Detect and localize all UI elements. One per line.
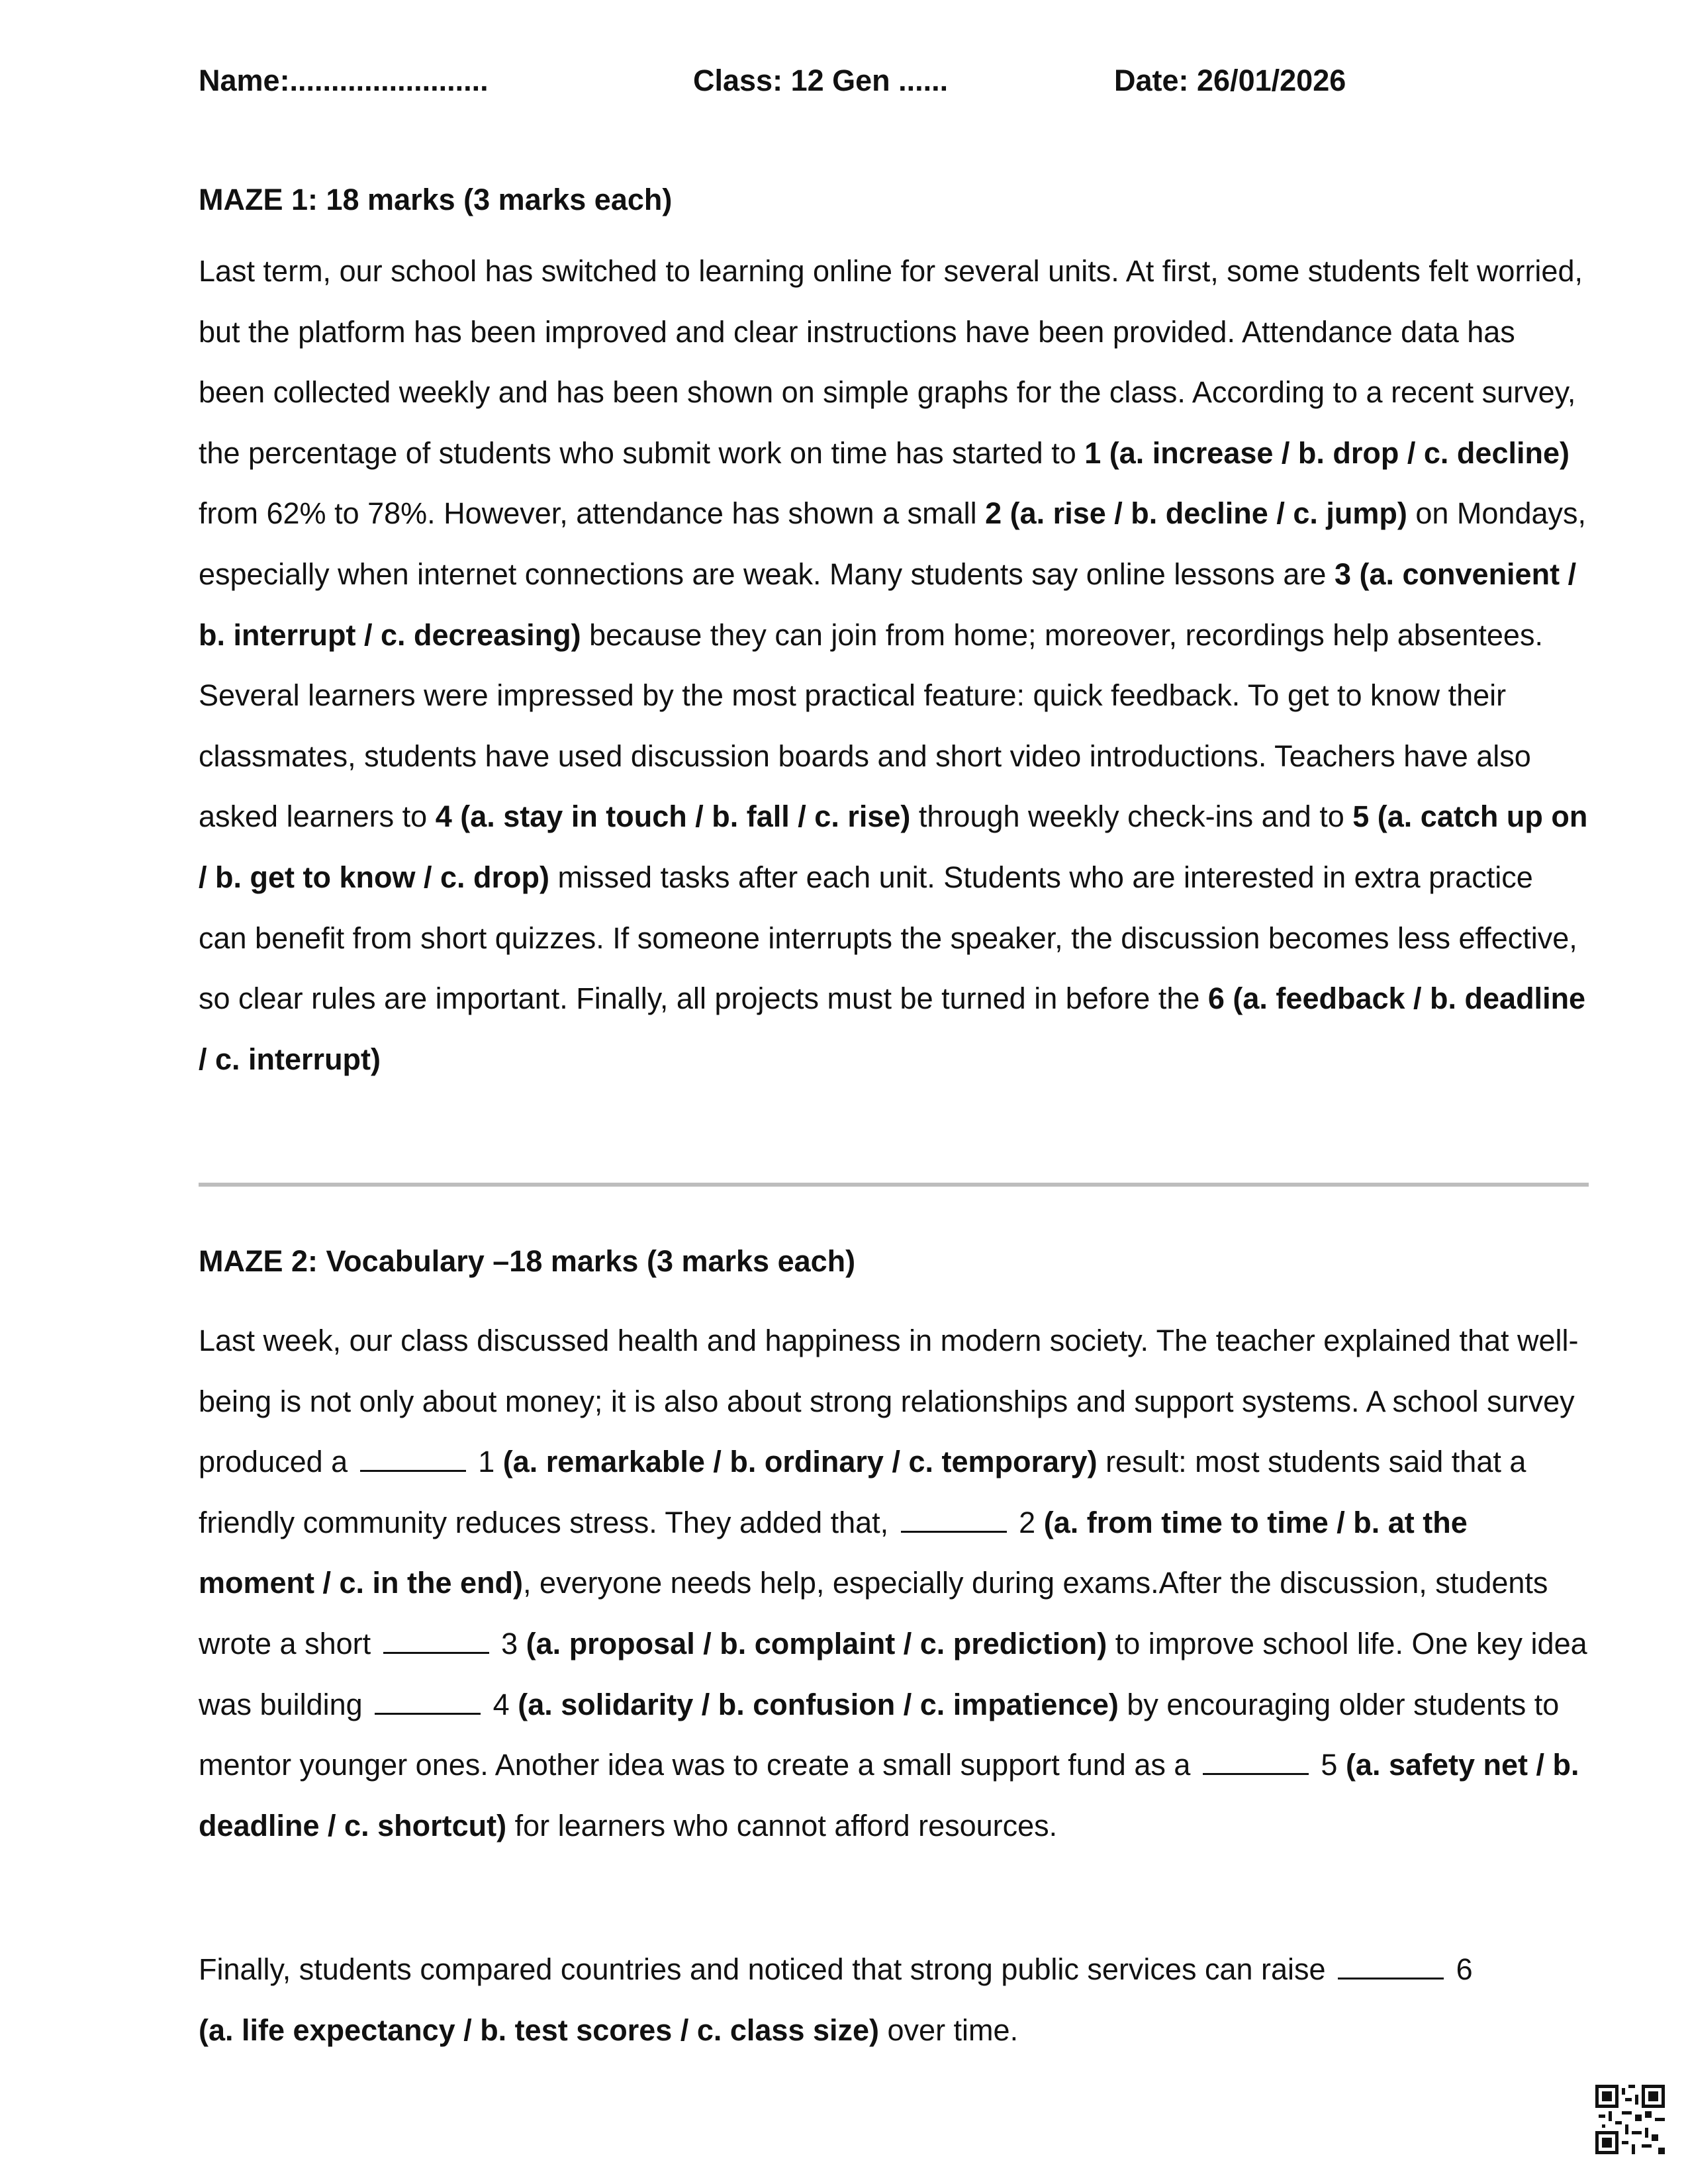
maze1-text: on Mondays, especially when internet connections are weak. Many students say online lessons are: [199, 496, 1586, 591]
maze1-question-4[interactable]: 4 (a. stay in touch / b. fall / c. rise): [435, 799, 911, 834]
maze2-question-1[interactable]: (a. remarkable / b. ordinary / c. temporary): [502, 1445, 1098, 1479]
maze1-text: because they can join from home; moreover, recordings help absentees. Several learners were impressed by the most practical feature: quick feedback. To get to know their classmates, students have used discussion boards and short video introductions. Teachers have also asked learners to: [199, 617, 1543, 834]
maze1-text: Last term, our school has switched to learning online for several units. At first, some students felt worried, but the platform has been improved and clear instructions have been provided. Attendance data has been collected weekly and has been shown on simple graphs for the class. According to a recent survey, the percentage of students who submit work on time has started to: [199, 254, 1583, 470]
worksheet-header: [199, 64, 1589, 103]
maze2-text: to improve school life. One key idea was building: [199, 1626, 1587, 1721]
maze1-text: from 62% to 78%. However, attendance has shown a small: [199, 496, 986, 531]
answer-blank-3[interactable]: [383, 1625, 489, 1654]
maze2-text: Finally, students compared countries and noticed that strong public services can raise: [199, 1952, 1335, 1986]
maze2-question-3[interactable]: (a. proposal / b. complaint / c. prediction): [526, 1626, 1107, 1661]
date-field: Date: 26/01/2026: [1114, 64, 1346, 97]
maze1-question-5[interactable]: 5 (a. catch up on / b. get to know / c. drop): [199, 799, 1588, 894]
student-name-field: Name:........................: [199, 64, 489, 97]
section-divider: [199, 1183, 1589, 1187]
answer-blank-5[interactable]: [1203, 1747, 1309, 1775]
maze2-number-5: 5: [1312, 1748, 1346, 1782]
maze2-text: Last week, our class discussed health and happiness in modern society. The teacher explained that well-being is not only about money; it is also about strong relationships and support systems. A school survey produced a: [199, 1324, 1579, 1479]
maze2-text: over time.: [879, 2013, 1019, 2047]
maze1-question-1[interactable]: 1 (a. increase / b. drop / c. decline): [1084, 435, 1570, 470]
answer-blank-6[interactable]: [1338, 1951, 1444, 1979]
qr-code-icon: [1595, 2085, 1665, 2154]
maze1-question-6[interactable]: 6 (a. feedback / b. deadline / c. interrupt): [199, 981, 1586, 1076]
maze2-title: MAZE 2: Vocabulary –18 marks (3 marks each): [199, 1244, 856, 1278]
maze1-text: missed tasks after each unit. Students who are interested in extra practice can benefit from short quizzes. If someone interrupts the speaker, the discussion becomes less effective, so clear rules are important. Finally, all projects must be turned in before the: [199, 860, 1577, 1016]
answer-blank-2[interactable]: [901, 1504, 1007, 1533]
maze1-paragraph: [199, 241, 1589, 1089]
maze2-number-1: 1: [469, 1445, 503, 1479]
maze2-question-6[interactable]: (a. life expectancy / b. test scores / c. class size): [199, 2013, 880, 2047]
maze2-text: result: most students said that a friendly community reduces stress. They added that,: [199, 1445, 1526, 1539]
maze2-question-5[interactable]: (a. safety net / b. deadline / c. shortcut): [199, 1748, 1579, 1843]
answer-blank-1[interactable]: [360, 1443, 466, 1472]
maze1-text: through weekly check-ins and to: [910, 799, 1353, 834]
maze2-final-paragraph: [199, 1939, 1589, 2060]
maze2-paragraph: [199, 1310, 1589, 1856]
maze1-question-2[interactable]: 2 (a. rise / b. decline / c. jump): [985, 496, 1407, 531]
maze2-number-3: 3: [492, 1626, 526, 1661]
maze2-number-4: 4: [485, 1687, 518, 1721]
maze2-text: , everyone needs help, especially during exams.After the discussion, students wrote a short: [199, 1566, 1548, 1661]
maze1-question-3[interactable]: 3 (a. convenient / b. interrupt / c. decreasing): [199, 557, 1577, 652]
maze2-text: for learners who cannot afford resources.: [506, 1808, 1058, 1843]
maze2-question-4[interactable]: (a. solidarity / b. confusion / c. impatience): [518, 1687, 1119, 1721]
maze2-number-2: 2: [1010, 1505, 1044, 1539]
answer-blank-4[interactable]: [375, 1686, 481, 1715]
maze1-title: MAZE 1: 18 marks (3 marks each): [199, 183, 673, 216]
maze2-text: by encouraging older students to mentor younger ones. Another idea was to create a small support fund as a: [199, 1687, 1560, 1782]
maze2-question-2[interactable]: (a. from time to time / b. at the moment / c. in the end): [199, 1505, 1468, 1600]
maze2-number-6: 6: [1448, 1952, 1473, 1986]
class-field: Class: 12 Gen ......: [693, 64, 949, 97]
